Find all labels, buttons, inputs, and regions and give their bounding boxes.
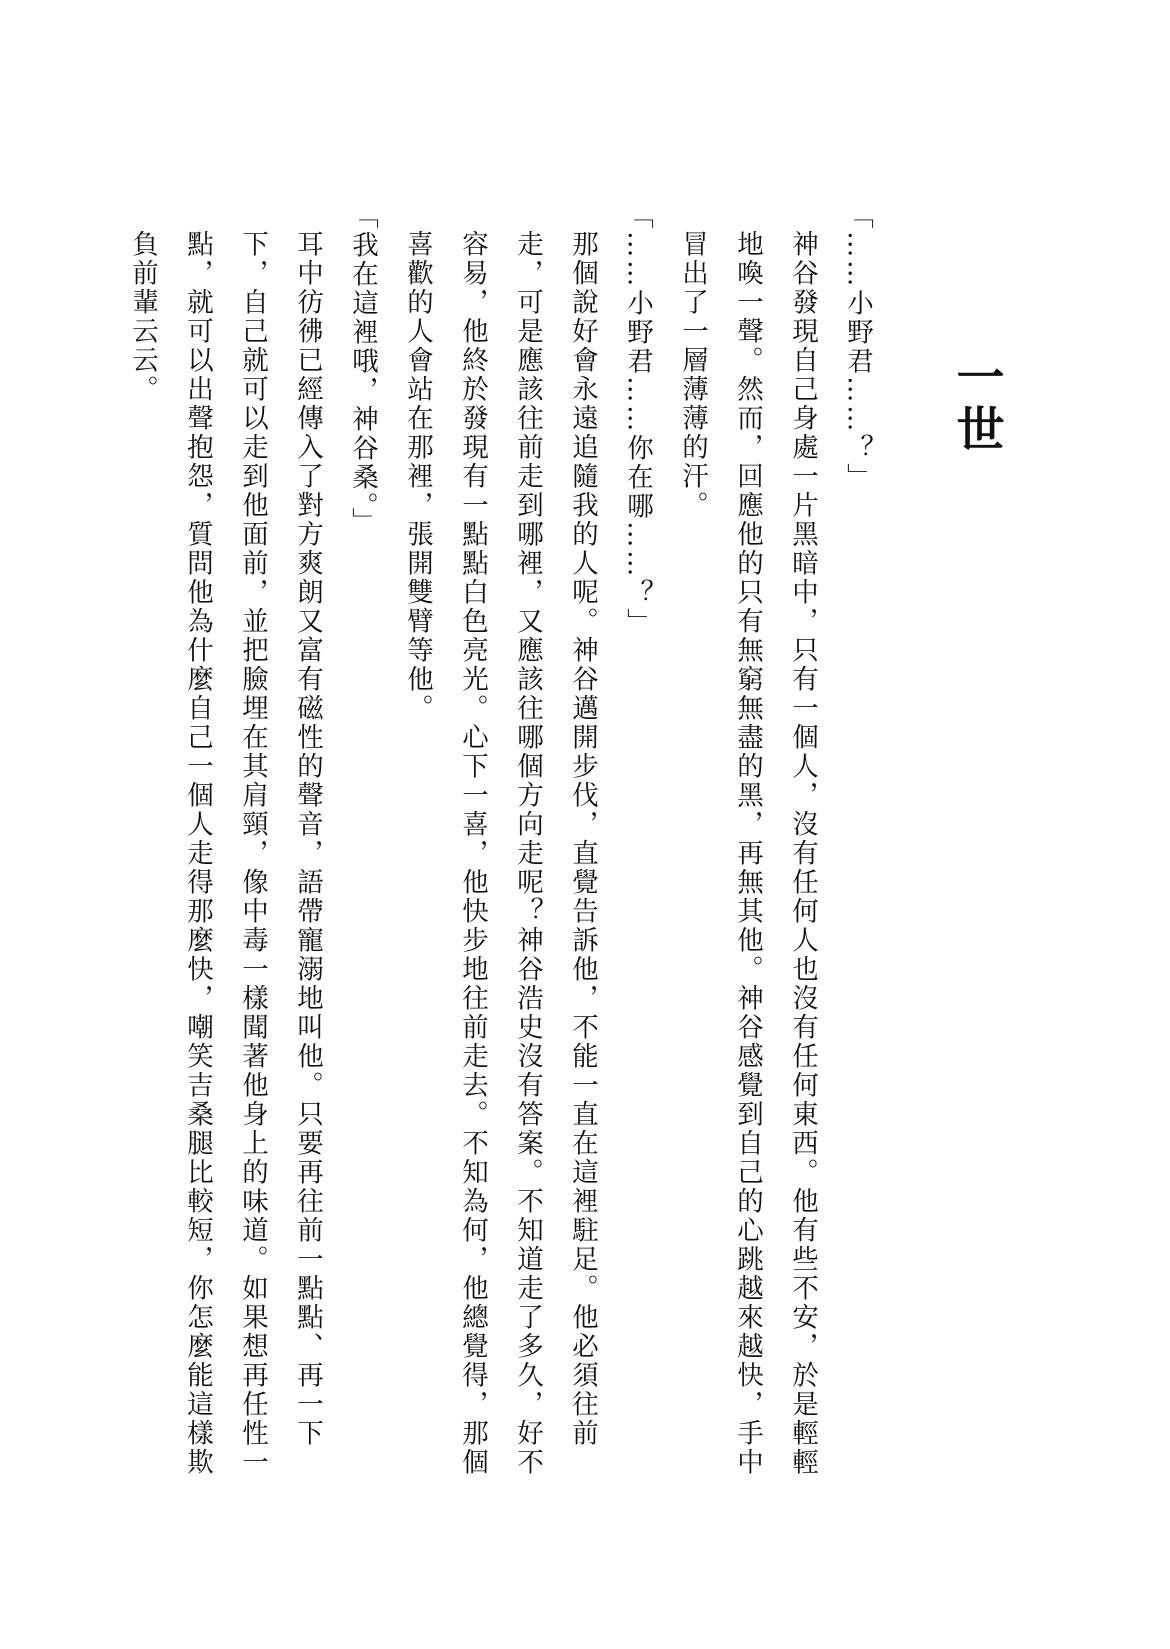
paragraph-6: 耳中彷彿已經傳入了對方爽朗又富有磁性的聲音，語帶寵溺地叫他。只要再往前一點點、再一下下，自己就可以走到他面前，並把臉埋在其肩頸，像中毒一樣聞著他身上的味道。如果想再任性一點，就可以出聲抱怨，質問他為什麼自己一個人走得那麼快，嘲笑吉桑腿比較短，你怎麼能這樣欺負前輩云云。 (127, 230, 323, 1477)
paragraph-1: 「……小野君……？」 (842, 202, 873, 492)
paragraph-3: 「……小野君……你在哪……？」 (622, 202, 653, 637)
chapter-title: 一世 (948, 352, 1004, 456)
paragraph-2: 神谷發現自己身處一片黑暗中，只有一個人，沒有任何人也沒有任何東西。他有些不安，於是輕輕地喚一聲。然而，回應他的只有無窮無盡的黑，再無其他。神谷感覺到自己的心跳越來越快，手中冒出了一層薄薄的汗。 (677, 230, 818, 1477)
paragraph-4: 那個說好會永遠追隨我的人呢。神谷邁開步伐，直覺告訴他，不能一直在這裡駐足。他必須往前走，可是應該往前走到哪裡，又應該往哪個方向走呢？神谷浩史沒有答案。不知道走了多久，好不容易，他終於發現有一點點白色亮光。心下一喜，他快步地往前走去。不知為何，他總覺得，那個喜歡的人會站在那裡，張開雙臂等他。 (402, 230, 598, 1477)
body-text (115, 202, 885, 1482)
paragraph-5: 「我在這裡哦，神谷桑。」 (347, 202, 378, 537)
